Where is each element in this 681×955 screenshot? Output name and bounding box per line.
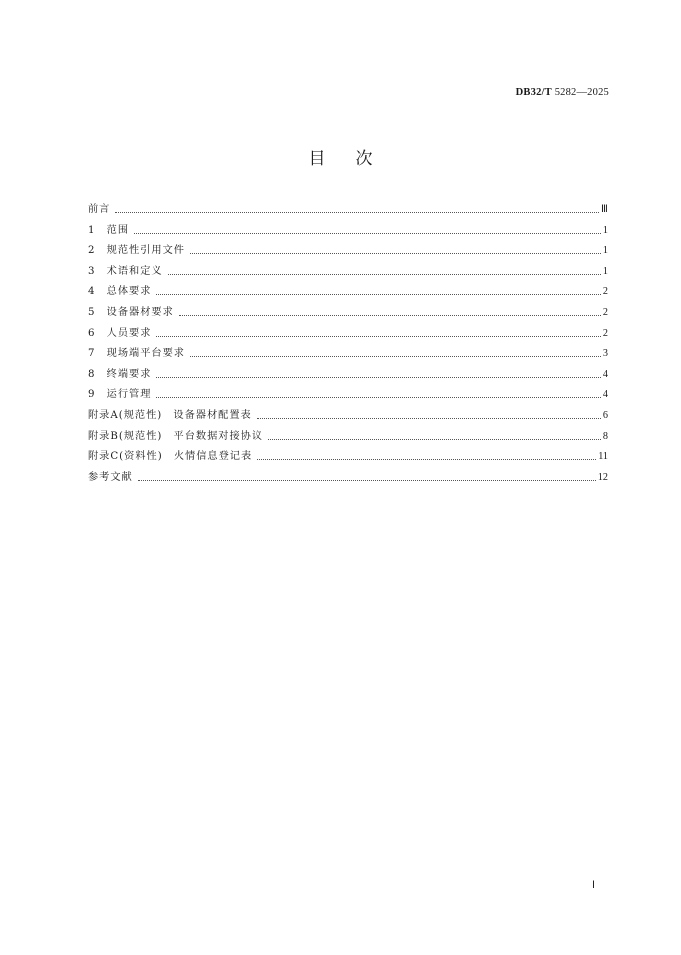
toc-leader-dots xyxy=(156,385,600,398)
toc-entry[interactable] xyxy=(88,199,608,220)
toc-entry-label: 5 设备器材要求 xyxy=(88,306,174,318)
toc-leader-dots xyxy=(156,324,600,337)
toc-leader-dots xyxy=(138,468,596,481)
toc-entry-page: 1 xyxy=(602,265,608,277)
toc-entry-label: 4 总体要求 xyxy=(88,286,152,298)
toc-entry-page: 1 xyxy=(602,224,608,236)
toc-leader-dots xyxy=(156,365,600,378)
toc-entry[interactable] xyxy=(88,261,608,282)
toc-entry[interactable] xyxy=(88,220,608,241)
toc-entry[interactable] xyxy=(88,446,608,467)
toc-leader-dots xyxy=(190,241,601,254)
toc-entry[interactable] xyxy=(88,426,608,447)
toc-entry-page: 1 xyxy=(602,245,608,257)
standard-code xyxy=(516,87,609,98)
standard-number: 5282—2025 xyxy=(554,87,609,98)
toc-entry-label: 8 终端要求 xyxy=(88,368,152,380)
toc-entry-label: 2 规范性引用文件 xyxy=(88,245,185,257)
toc-entry-label: 1 范围 xyxy=(88,224,130,236)
toc-entry-label: 7 现场端平台要求 xyxy=(88,348,185,360)
toc-entry-page: 2 xyxy=(602,306,608,318)
toc-entry[interactable] xyxy=(88,467,608,488)
page-number: Ⅰ xyxy=(592,880,595,891)
toc-leader-dots xyxy=(268,427,601,440)
toc-leader-dots xyxy=(179,303,601,316)
toc-entry-page: 2 xyxy=(602,327,608,339)
toc-entry[interactable] xyxy=(88,323,608,344)
toc-entry[interactable] xyxy=(88,343,608,364)
standard-prefix: DB32/T xyxy=(515,87,552,98)
toc-entry-label: 参考文献 xyxy=(88,471,133,483)
toc-entry-page: 8 xyxy=(602,430,608,442)
toc-entry-label: 6 人员要求 xyxy=(88,327,152,339)
toc-entry-label: 3 术语和定义 xyxy=(88,265,163,277)
toc-leader-dots xyxy=(190,344,601,357)
toc-entry-label: 附录B(规范性) 平台数据对接协议 xyxy=(88,430,264,442)
toc-leader-dots xyxy=(168,262,601,275)
toc-leader-dots xyxy=(156,282,600,295)
page-title: 目次 xyxy=(308,149,403,169)
toc-entry-page: 3 xyxy=(602,348,608,360)
toc-entry-page: 4 xyxy=(602,389,608,401)
toc-entry-page: 12 xyxy=(597,471,608,483)
toc-entry-label: 附录A(规范性) 设备器材配置表 xyxy=(88,409,252,421)
toc-entry[interactable] xyxy=(88,364,608,385)
toc-entry-label: 附录C(资料性) 火情信息登记表 xyxy=(88,451,253,463)
toc-entry[interactable] xyxy=(88,302,608,323)
toc-entry-page: Ⅲ xyxy=(600,204,608,215)
toc-leader-dots xyxy=(257,406,601,419)
toc-entry-page: 6 xyxy=(602,409,608,421)
toc-entry[interactable] xyxy=(88,281,608,302)
toc-entry[interactable] xyxy=(88,384,608,405)
toc-leader-dots xyxy=(134,221,601,234)
table-of-contents xyxy=(88,199,608,487)
toc-entry-page: 2 xyxy=(602,286,608,298)
toc-entry[interactable] xyxy=(88,405,608,426)
toc-entry-page: 11 xyxy=(598,451,608,463)
toc-entry[interactable] xyxy=(88,240,608,261)
toc-leader-dots xyxy=(257,447,596,460)
toc-entry-label: 9 运行管理 xyxy=(88,389,152,401)
toc-entry-page: 4 xyxy=(602,368,608,380)
toc-entry-label: 前言 xyxy=(88,204,111,215)
toc-leader-dots xyxy=(115,200,599,213)
